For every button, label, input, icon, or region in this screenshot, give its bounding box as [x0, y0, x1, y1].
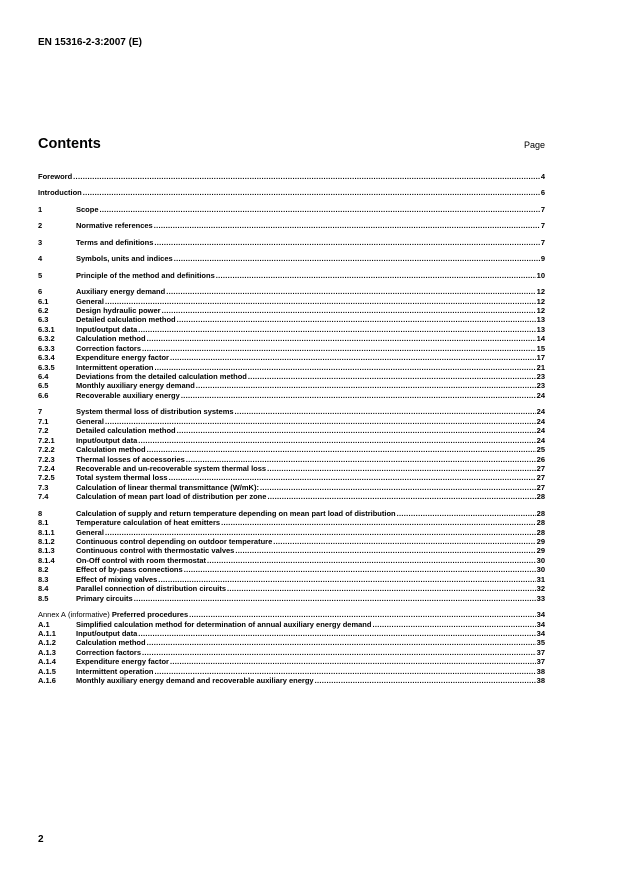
toc-entry-number: 7.2 [38, 426, 49, 436]
toc-entry-page: 25 [536, 445, 545, 455]
toc-entry-page: 31 [536, 574, 545, 584]
toc-entry[interactable] [38, 584, 545, 593]
toc-entry-title: Effect of mixing valves [76, 574, 158, 584]
toc-entry[interactable] [38, 546, 545, 555]
toc-entry[interactable] [38, 417, 545, 426]
toc-entry[interactable] [38, 629, 545, 638]
toc-entry-page: 27 [536, 473, 545, 483]
toc-entry[interactable] [38, 363, 545, 372]
toc-leader-dots [105, 528, 536, 537]
toc-entry[interactable] [38, 172, 545, 181]
toc-entry-page: 27 [536, 482, 545, 492]
toc-entry-number: 7.3 [38, 482, 49, 492]
toc-entry-title: Total system thermal loss [76, 473, 168, 483]
toc-entry[interactable] [38, 445, 545, 454]
toc-entry-title: Effect of by-pass connections [76, 565, 183, 575]
toc-entry-title: Input/output data [76, 435, 138, 445]
toc-entry-title: Intermittent operation [76, 666, 154, 676]
page-title: Contents [38, 136, 101, 152]
toc-entry-number: 6.4 [38, 372, 49, 381]
toc-leader-dots [196, 381, 536, 390]
toc-entry[interactable] [38, 667, 545, 676]
toc-entry[interactable] [38, 492, 545, 501]
toc-entry-title: Expenditure energy factor [76, 657, 169, 667]
toc-entry-title: Recoverable auxiliary energy [76, 390, 180, 400]
toc-leader-dots [267, 464, 536, 473]
toc-entry-page: 30 [536, 555, 545, 565]
toc-leader-dots [166, 287, 535, 296]
toc-entry-page: 28 [536, 508, 545, 518]
toc-leader-dots [260, 483, 536, 492]
toc-entry[interactable] [38, 205, 545, 214]
toc-entry-page: 38 [536, 676, 545, 686]
toc-entry[interactable] [38, 594, 545, 603]
toc-entry-page: 34 [536, 628, 545, 638]
toc-entry-page: 33 [536, 593, 545, 603]
toc-entry[interactable] [38, 455, 545, 464]
toc-entry-page: 24 [536, 435, 545, 445]
toc-entry-number: A.1.6 [38, 676, 56, 686]
toc-entry-title: Expenditure energy factor [76, 353, 169, 363]
toc-entry-title: Monthly auxiliary energy demand and recoverable auxiliary energy [76, 676, 314, 686]
toc-entry-title: Preferred procedures [111, 610, 189, 620]
toc-entry-number: 2 [38, 221, 43, 231]
toc-leader-dots [142, 648, 536, 657]
toc-entry-page: 34 [536, 610, 545, 620]
toc-entry[interactable] [38, 221, 545, 230]
toc-leader-dots [189, 610, 536, 619]
toc-leader-dots [142, 344, 536, 353]
toc-entry-page: 13 [536, 324, 545, 334]
toc-entry-page: 4 [540, 172, 545, 181]
toc-leader-dots [169, 473, 536, 482]
toc-entry[interactable] [38, 325, 545, 334]
toc-leader-dots [397, 509, 536, 518]
toc-leader-dots [158, 575, 535, 584]
toc-entry-title: Monthly auxiliary energy demand [76, 381, 195, 391]
toc-entry-page: 28 [536, 518, 545, 528]
toc-leader-dots [83, 188, 540, 197]
toc-entry[interactable] [38, 407, 545, 416]
toc-entry-number: 8.1.3 [38, 546, 55, 556]
toc-entry[interactable] [38, 391, 545, 400]
toc-leader-dots [147, 638, 536, 647]
toc-entry-title: Thermal losses of accessories [76, 454, 185, 464]
toc-entry[interactable] [38, 610, 545, 619]
toc-entry-number: 1 [38, 204, 43, 214]
toc-entry-title: Foreword [38, 172, 73, 181]
toc-entry[interactable] [38, 381, 545, 390]
toc-entry[interactable] [38, 657, 545, 666]
toc-entry-number: 7.2.5 [38, 473, 55, 483]
toc-entry-number: 8.4 [38, 584, 49, 594]
toc-entry-title: Calculation method [76, 334, 146, 344]
toc-leader-dots [100, 205, 540, 214]
toc-leader-dots [170, 657, 536, 666]
toc-leader-dots [105, 297, 536, 306]
toc-leader-dots [177, 426, 536, 435]
toc-entry[interactable] [38, 287, 545, 296]
toc-entry-number: 8.1 [38, 518, 49, 528]
toc-entry-page: 23 [536, 381, 545, 391]
toc-entry[interactable] [38, 315, 545, 324]
toc-entry-title: Detailed calculation method [76, 315, 176, 325]
toc-entry-number: 6.3 [38, 315, 49, 325]
toc-entry-title: Introduction [38, 188, 82, 198]
toc-entry-number: 8 [38, 508, 43, 518]
toc-leader-dots [162, 306, 536, 315]
toc-entry-title: Terms and definitions [76, 237, 154, 247]
toc-leader-dots [221, 518, 536, 527]
toc-entry-number: 7.2.2 [38, 445, 55, 455]
toc-entry-number: 8.1.2 [38, 537, 55, 546]
toc-entry-page: 37 [536, 647, 545, 657]
toc-entry[interactable] [38, 556, 545, 565]
toc-entry-number: 6.3.4 [38, 353, 55, 363]
toc-entry-number: 6.3.3 [38, 343, 55, 353]
toc-entry-number: 4 [38, 254, 43, 264]
toc-entry-number: A.1.1 [38, 628, 56, 638]
toc-leader-dots [177, 315, 536, 324]
toc-entry-title: Correction factors [76, 343, 142, 353]
toc-leader-dots [154, 221, 540, 230]
toc-entry-title: Calculation method [76, 445, 146, 455]
toc-entry-title: System thermal loss of distribution systems [76, 407, 234, 417]
toc-leader-dots [248, 372, 536, 381]
toc-leader-dots [73, 172, 540, 181]
toc-entry-page: 7 [540, 221, 545, 231]
toc-entry-number: A.1.3 [38, 647, 56, 657]
toc-entry-page: 28 [536, 527, 545, 537]
toc-entry-page: 13 [536, 315, 545, 325]
toc-entry-title: General [76, 416, 104, 426]
toc-entry-number: 8.3 [38, 574, 49, 584]
toc-entry-page: 15 [536, 343, 545, 353]
toc-leader-dots [174, 254, 540, 263]
toc-leader-dots [186, 455, 536, 464]
toc-entry-number: 6.3.2 [38, 334, 55, 344]
toc-entry-title: Scope [76, 204, 99, 214]
toc-entry-title: General [76, 527, 104, 537]
toc-entry[interactable] [38, 297, 545, 306]
toc-leader-dots [155, 363, 536, 372]
toc-entry-title: Calculation of linear thermal transmittance (W/mK): [76, 482, 259, 492]
toc-entry-page: 7 [540, 204, 545, 214]
toc-entry-number: 6.2 [38, 305, 49, 315]
toc-entry-title: Correction factors [76, 647, 142, 657]
toc-leader-dots [273, 537, 535, 546]
toc-entry-number: 6.3.5 [38, 362, 55, 372]
toc-entry-number: 8.1.1 [38, 527, 55, 537]
toc-entry-page: 26 [536, 454, 545, 464]
toc-leader-dots [227, 584, 536, 593]
toc-leader-dots [207, 556, 536, 565]
toc-entry[interactable] [38, 518, 545, 527]
toc-entry[interactable] [38, 676, 545, 685]
toc-entry-number: A.1 [38, 619, 50, 629]
toc-entry-number: 6.3.1 [38, 324, 55, 334]
toc-entry-number: 7.1 [38, 416, 49, 426]
toc-entry-number: 7.2.4 [38, 463, 55, 473]
toc-entry-title: General [76, 296, 104, 306]
toc-leader-dots [315, 676, 536, 685]
toc-entry-title: Input/output data [76, 324, 138, 334]
toc-entry-page: 24 [536, 426, 545, 436]
toc-entry-page: 24 [536, 407, 545, 417]
toc-entry-number: 8.5 [38, 593, 49, 603]
toc-leader-dots [181, 391, 536, 400]
toc-entry[interactable] [38, 483, 545, 492]
toc-leader-dots [147, 334, 536, 343]
toc-leader-dots [184, 565, 536, 574]
toc-entry-page: 12 [536, 305, 545, 315]
toc-entry-title: Symbols, units and indices [76, 254, 173, 264]
toc-entry-page: 24 [536, 416, 545, 426]
toc-entry-number: 7.4 [38, 492, 49, 502]
toc-entry-page: 10 [536, 270, 545, 280]
toc-entry-number: 6.5 [38, 381, 49, 391]
toc-entry-page: 7 [540, 237, 545, 247]
toc-entry-page: 27 [536, 463, 545, 473]
toc-entry-number: A.1.5 [38, 666, 56, 676]
toc-entry-title: Calculation of supply and return temperature depending on mean part load of distribution [76, 508, 396, 518]
toc-entry[interactable] [38, 254, 545, 263]
toc-entry[interactable] [38, 537, 545, 546]
toc-entry-title: Recoverable and un-recoverable system thermal loss [76, 463, 267, 473]
toc-entry[interactable] [38, 464, 545, 473]
toc-entry-title: Simplified calculation method for determination of annual auxiliary energy demand [76, 619, 372, 629]
toc-annex-note: (informative) [68, 610, 110, 620]
toc-leader-dots [138, 325, 535, 334]
toc-entry-title: Auxiliary energy demand [76, 287, 166, 297]
toc-entry-number: 8.1.4 [38, 555, 55, 565]
toc-leader-dots [216, 271, 536, 280]
toc-entry-page: 34 [536, 619, 545, 629]
toc-entry-page: 32 [536, 584, 545, 594]
toc-entry-page: 12 [536, 287, 545, 297]
toc-leader-dots [138, 629, 535, 638]
toc-entry[interactable] [38, 575, 545, 584]
toc-entry-number: A.1.4 [38, 657, 56, 667]
toc-entry[interactable] [38, 528, 545, 537]
page-column-label: Page [523, 140, 545, 150]
toc-leader-dots [235, 546, 535, 555]
toc-entry-number: 3 [38, 237, 43, 247]
toc-entry[interactable] [38, 238, 545, 247]
toc-leader-dots [154, 238, 539, 247]
toc-entry[interactable] [38, 648, 545, 657]
toc-entry-title: Detailed calculation method [76, 426, 176, 436]
toc-entry[interactable] [38, 188, 545, 197]
toc-entry[interactable] [38, 565, 545, 574]
toc-entry-number: 8.2 [38, 565, 49, 575]
table-of-contents [38, 172, 545, 686]
toc-entry[interactable] [38, 473, 545, 482]
toc-entry-page: 23 [536, 372, 545, 381]
toc-entry-number: 7 [38, 407, 43, 417]
toc-entry-page: 24 [536, 390, 545, 400]
toc-entry[interactable] [38, 372, 545, 381]
toc-leader-dots [372, 620, 535, 629]
toc-entry[interactable] [38, 638, 545, 647]
toc-entry-page: 37 [536, 657, 545, 667]
toc-leader-dots [105, 417, 536, 426]
toc-entry-page: 29 [536, 537, 545, 546]
toc-entry-number: 6.6 [38, 390, 49, 400]
toc-entry-page: 35 [536, 638, 545, 648]
toc-entry-title: Calculation method [76, 638, 146, 648]
toc-entry-title: Primary circuits [76, 593, 133, 603]
toc-leader-dots [134, 594, 536, 603]
toc-entry-number: 6.1 [38, 296, 49, 306]
toc-entry-page: 29 [536, 546, 545, 556]
toc-entry-title: Design hydraulic power [76, 305, 161, 315]
toc-entry[interactable] [38, 353, 545, 362]
toc-entry-title: Deviations from the detailed calculation method [76, 372, 247, 381]
toc-entry[interactable] [38, 436, 545, 445]
toc-entry[interactable] [38, 334, 545, 343]
toc-leader-dots [138, 436, 535, 445]
toc-entry-title: Parallel connection of distribution circuits [76, 584, 227, 594]
toc-entry-title: On-Off control with room thermostat [76, 555, 206, 565]
toc-entry-page: 21 [536, 362, 545, 372]
toc-entry-number: 6 [38, 287, 43, 297]
toc-entry-number: Annex A [38, 610, 66, 620]
toc-leader-dots [147, 445, 536, 454]
toc-entry[interactable] [38, 620, 545, 629]
document-header: EN 15316-2-3:2007 (E) [38, 37, 142, 48]
toc-entry-title: Continuous control depending on outdoor temperature [76, 537, 273, 546]
toc-entry-title: Calculation of mean part load of distribution per zone [76, 492, 267, 502]
toc-entry-page: 28 [536, 492, 545, 502]
toc-entry-number: 5 [38, 270, 43, 280]
toc-entry[interactable] [38, 306, 545, 315]
toc-entry-title: Intermittent operation [76, 362, 154, 372]
toc-entry-page: 17 [536, 353, 545, 363]
toc-entry-number: A.1.2 [38, 638, 56, 648]
toc-entry[interactable] [38, 426, 545, 435]
toc-entry-title: Input/output data [76, 628, 138, 638]
toc-entry-title: Principle of the method and definitions [76, 270, 215, 280]
toc-leader-dots [267, 492, 535, 501]
page-number: 2 [38, 834, 44, 845]
toc-leader-dots [170, 353, 536, 362]
toc-entry-page: 12 [536, 296, 545, 306]
toc-entry[interactable] [38, 509, 545, 518]
toc-entry-page: 14 [536, 334, 545, 344]
toc-entry-title: Temperature calculation of heat emitters [76, 518, 221, 528]
toc-entry[interactable] [38, 271, 545, 280]
toc-leader-dots [235, 407, 536, 416]
toc-entry-number: 7.2.3 [38, 454, 55, 464]
toc-entry-number: 7.2.1 [38, 435, 55, 445]
toc-entry-title: Continuous control with thermostatic valves [76, 546, 235, 556]
toc-entry[interactable] [38, 344, 545, 353]
toc-leader-dots [155, 667, 536, 676]
toc-entry-title: Normative references [76, 221, 153, 231]
toc-entry-page: 38 [536, 666, 545, 676]
toc-entry-page: 9 [540, 254, 545, 264]
toc-entry-page: 6 [540, 188, 545, 198]
toc-entry-page: 30 [536, 565, 545, 575]
